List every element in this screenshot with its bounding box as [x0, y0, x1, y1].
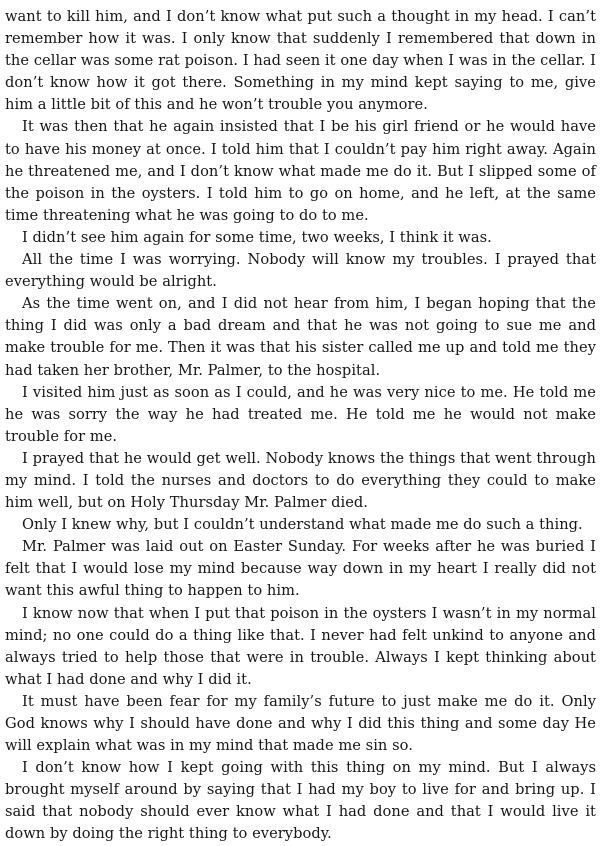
paragraph-6: I visited him just as soon as I could, and he was very nice to me. He told me he was sorry the way he had treated me. He told me he would not make trouble for me.: [5, 383, 596, 445]
paragraph-3: I didn’t see him again for some time, two weeks, I think it was.: [22, 228, 492, 246]
paragraph-10: I know now that when I put that poison in the oysters I wasn’t in my normal mind; no one could do a thing like that. I never had felt unkind to anyone and always tried to help those that were in trouble. Always I kept thinking about what I had done and why I did it.: [5, 604, 596, 688]
paragraph-2: It was then that he again insisted that I be his girl friend or he would have to have his money at once. I told him that I couldn’t pay him right away. Again he threatened me, and I don’t know what made me do it. But I slipped some of the poison in the oysters. I told him to go on home, and he left, at the same time threatening what he was going to do to me.: [5, 118, 596, 224]
paragraph-9: Mr. Palmer was laid out on Easter Sunday. For weeks after he was buried I felt that I would lose my mind because way down in my heart I really did not want this awful thing to happen to him.: [5, 538, 596, 600]
paragraph-5: As the time went on, and I did not hear from him, I began hoping that the thing I did was only a bad dream and that he was not going to sue me and make trouble for me. Then it was that his sister called me up and told me they had taken her brother, Mr. Palmer, to the hospital.: [5, 295, 596, 379]
paragraph-12: I don’t know how I kept going with this thing on my mind. But I always brought myself around by saying that I had my boy to live for and bring up. I said that nobody should ever know what I had done and that I would live it down by doing the right thing to everybody.: [5, 759, 596, 843]
paragraph-11: It must have been fear for my family’s future to just make me do it. Only God knows why I should have done and why I did this thing and some day He will explain what was in my mind that made me sin so.: [5, 692, 596, 755]
paragraph-1: want to kill him, and I don’t know what put such a thought in my head. I can’t remember how it was. I only know that suddenly I remembered that down in the cellar was some rat poison. I had seen it one day when I was in the cellar. I don’t know how it got there. Something in my mind kept saying to me, give him a little bit of this and he won’t trouble you anymore.: [5, 8, 596, 114]
paragraph-8: Only I knew why, but I couldn’t understand what made me do such a thing.: [22, 516, 583, 534]
paragraph-4: All the time I was worrying. Nobody will know my troubles. I prayed that everything would be alright.: [5, 251, 596, 291]
paragraph-7: I prayed that he would get well. Nobody knows the things that went through my mind. I told the nurses and doctors to do everything they could to make him well, but on Holy Thursday Mr. Palmer died.: [5, 449, 596, 512]
